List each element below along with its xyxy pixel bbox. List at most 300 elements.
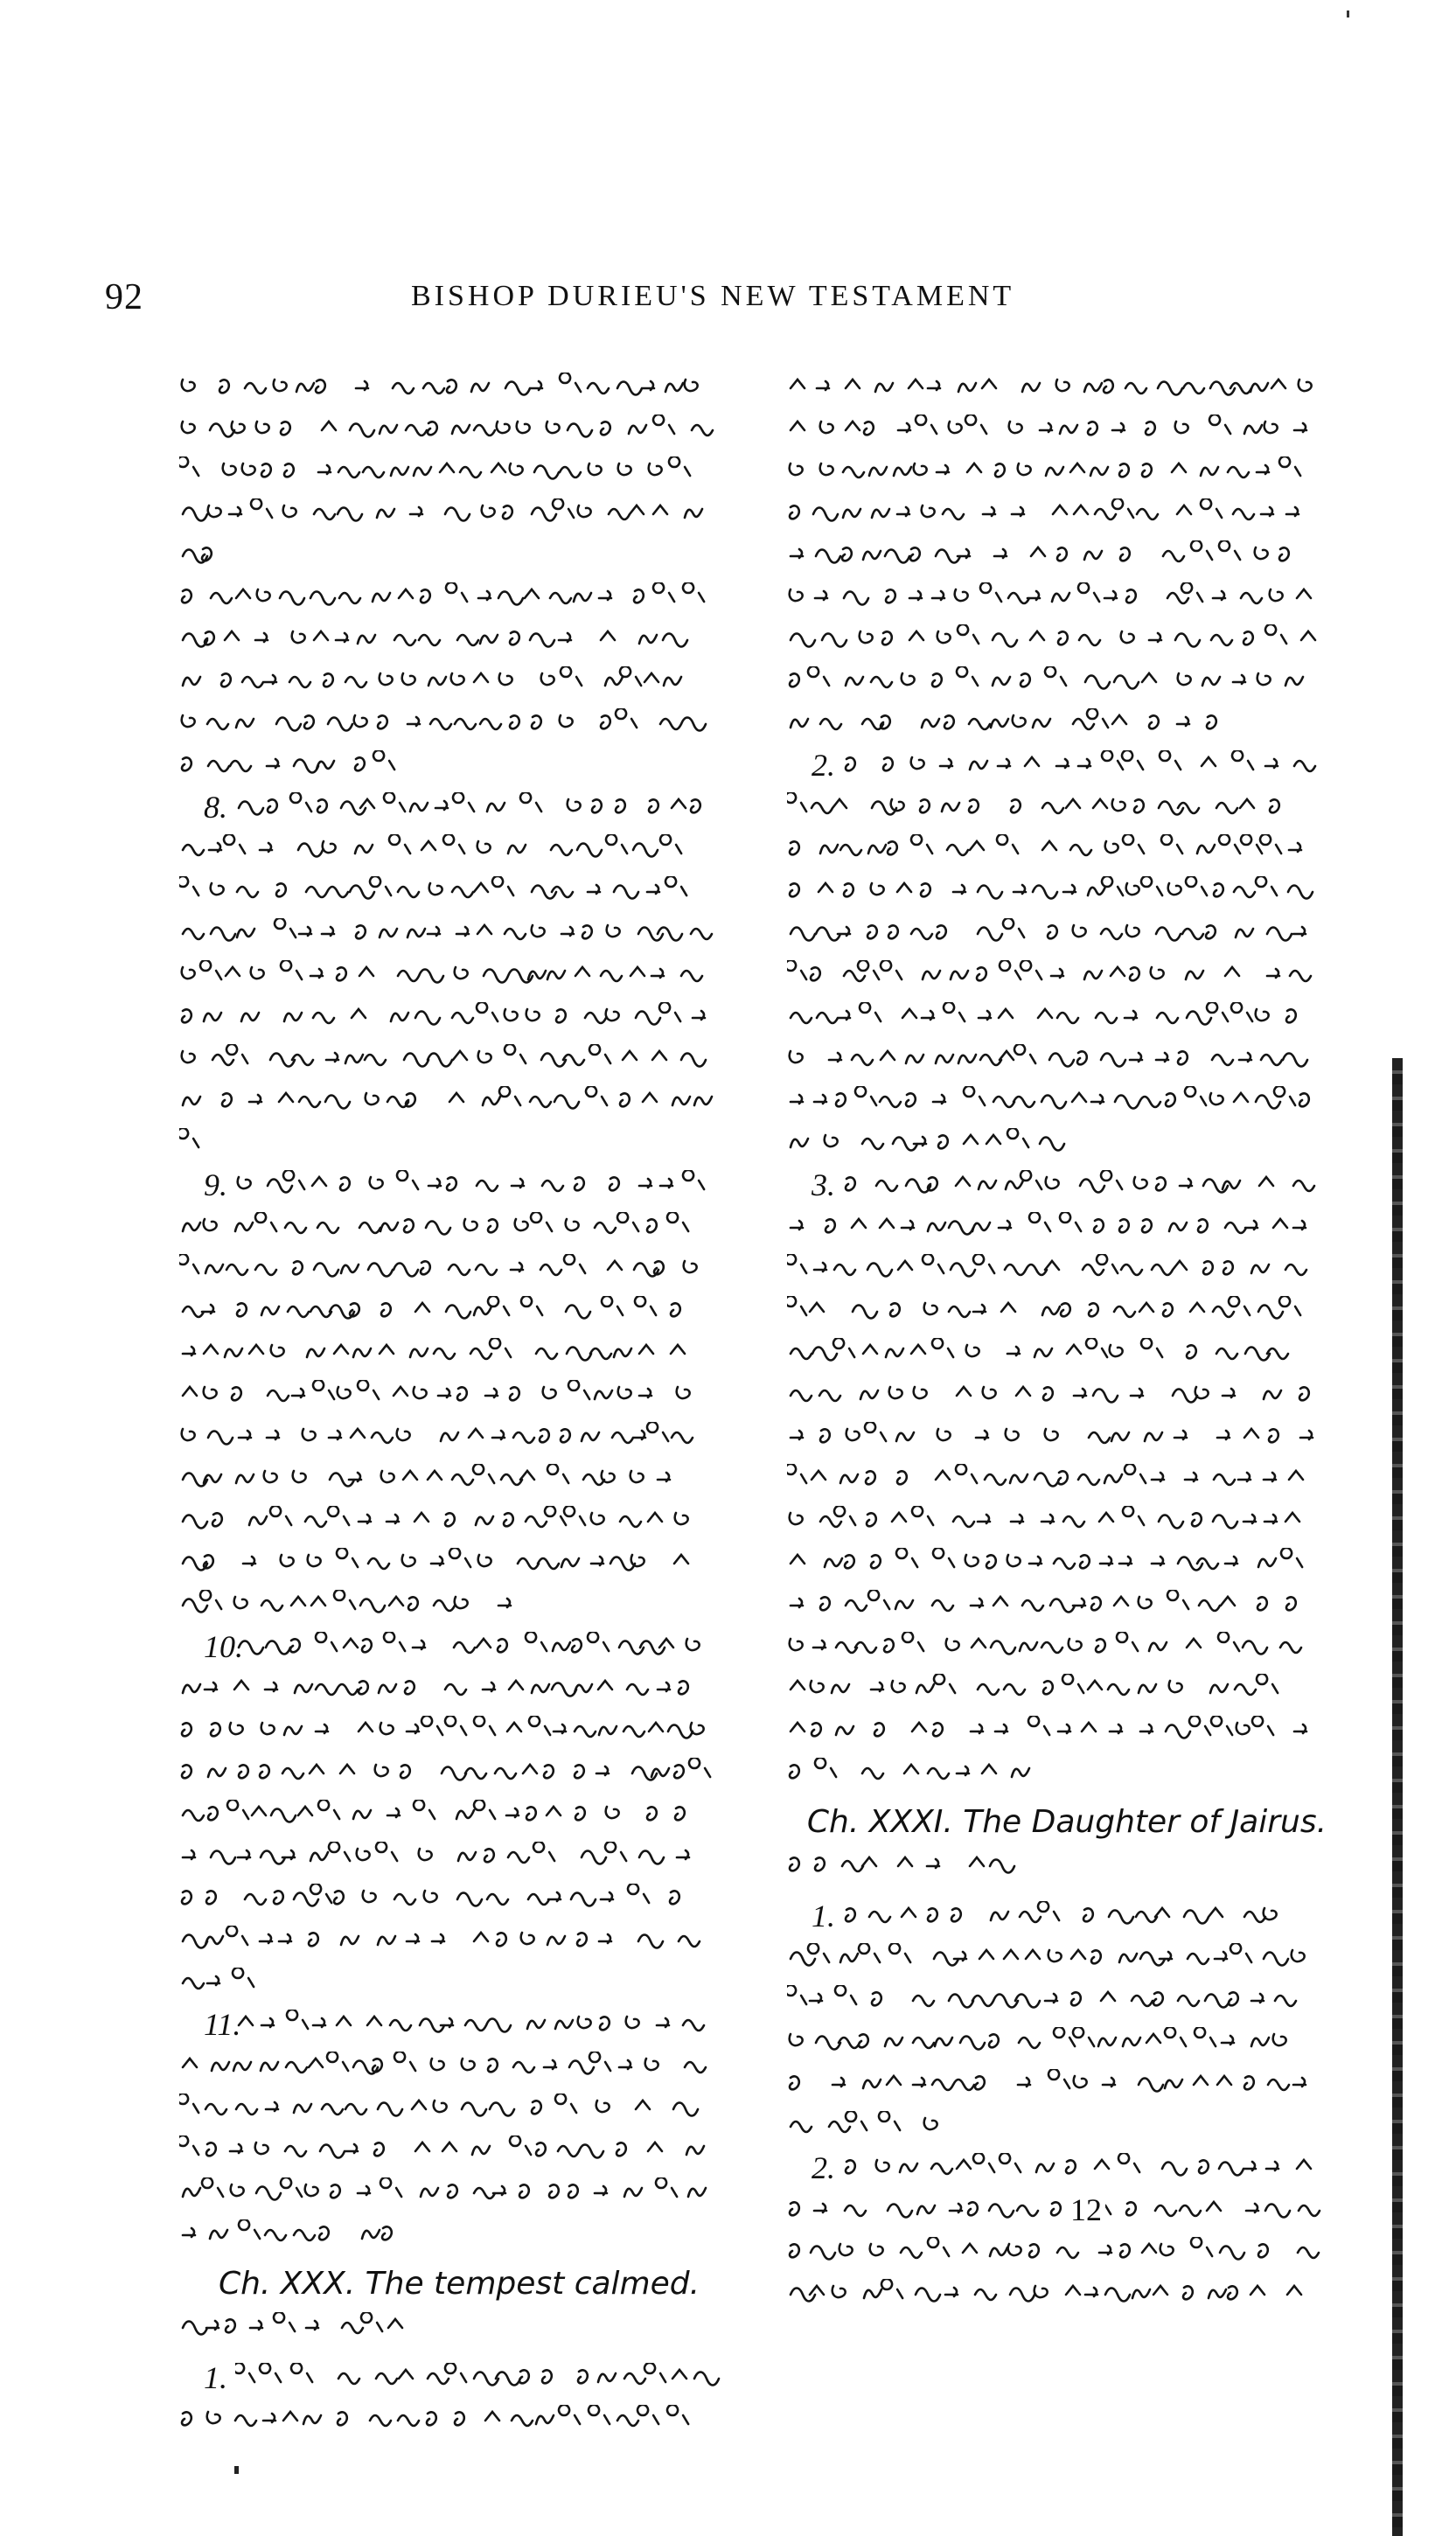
shorthand-stroke bbox=[791, 540, 1289, 562]
shorthand-line-icon bbox=[179, 1002, 721, 1037]
shorthand-paragraph bbox=[179, 1627, 739, 2004]
shorthand-line bbox=[179, 1836, 739, 1878]
shorthand-line-icon bbox=[787, 1002, 1329, 1037]
shorthand-line-icon bbox=[787, 2279, 1329, 2314]
shorthand-stroke bbox=[239, 2010, 704, 2031]
shorthand-line-icon bbox=[235, 2363, 721, 2398]
shorthand-stroke bbox=[791, 918, 1306, 940]
shorthand-line bbox=[179, 661, 739, 703]
shorthand-line bbox=[179, 1207, 739, 1249]
shorthand-line-icon bbox=[179, 2177, 721, 2212]
shorthand-stroke bbox=[182, 582, 704, 604]
shorthand-line bbox=[179, 409, 739, 451]
shorthand-line-icon bbox=[787, 876, 1329, 911]
shorthand-line bbox=[179, 1585, 739, 1627]
shorthand-line-icon bbox=[787, 1380, 1329, 1415]
shorthand-stroke bbox=[183, 1380, 690, 1401]
shorthand-line bbox=[787, 913, 1347, 955]
shorthand-stroke bbox=[179, 1254, 697, 1276]
shorthand-line-icon bbox=[787, 1590, 1329, 1625]
shorthand-line bbox=[787, 1375, 1347, 1417]
shorthand-line-icon bbox=[787, 1985, 1329, 2020]
shorthand-stroke bbox=[182, 415, 713, 436]
shorthand-line bbox=[179, 1878, 739, 1920]
shorthand-line-icon bbox=[787, 624, 1329, 659]
shorthand-stroke bbox=[787, 1464, 1303, 1486]
shorthand-line bbox=[179, 703, 739, 745]
shorthand-line bbox=[787, 829, 1347, 871]
verse-number: 2. bbox=[812, 748, 835, 783]
shorthand-line bbox=[179, 1417, 739, 1459]
shorthand-line bbox=[179, 1501, 739, 1543]
shorthand-stroke bbox=[183, 666, 681, 687]
inline-number: 12 bbox=[1067, 2191, 1105, 2228]
shorthand-line-icon bbox=[787, 2237, 1329, 2272]
shorthand-stroke bbox=[790, 834, 1301, 855]
shorthand-line-icon bbox=[787, 666, 1329, 701]
shorthand-line bbox=[179, 1962, 739, 2004]
shorthand-stroke bbox=[183, 1296, 680, 1318]
shorthand-line-icon bbox=[235, 792, 721, 827]
shorthand-line bbox=[179, 2046, 739, 2088]
shorthand-line bbox=[179, 2172, 739, 2214]
shorthand-line-icon bbox=[179, 1674, 721, 1709]
shorthand-line-icon bbox=[787, 1296, 1329, 1331]
shorthand-stroke bbox=[182, 1002, 705, 1024]
shorthand-line-icon bbox=[787, 1850, 1049, 1885]
shorthand-line bbox=[787, 1165, 1347, 1207]
shorthand-line-icon bbox=[843, 1170, 1329, 1205]
shorthand-line bbox=[787, 451, 1347, 493]
shorthand-line-icon bbox=[179, 1926, 721, 1961]
shorthand-stroke bbox=[183, 1548, 688, 1570]
shorthand-line-icon bbox=[787, 582, 1329, 617]
shorthand-stroke bbox=[790, 2027, 1286, 2049]
shorthand-line bbox=[179, 1333, 739, 1375]
shorthand-line-icon bbox=[179, 2312, 424, 2347]
shorthand-line bbox=[179, 1375, 739, 1417]
shorthand-line-icon bbox=[179, 456, 721, 491]
shorthand-line bbox=[787, 577, 1347, 619]
shorthand-line bbox=[787, 1081, 1347, 1123]
shorthand-line-icon bbox=[179, 2405, 721, 2440]
shorthand-paragraph bbox=[787, 1896, 1347, 2148]
shorthand-stroke bbox=[791, 1338, 1288, 1360]
right-column bbox=[787, 367, 1347, 2379]
shorthand-line-icon bbox=[235, 2010, 721, 2045]
shorthand-paragraph bbox=[787, 367, 1347, 745]
shorthand-stroke bbox=[790, 2237, 1319, 2259]
shorthand-line bbox=[179, 955, 739, 997]
shorthand-line-icon bbox=[179, 582, 721, 617]
shorthand-line bbox=[179, 745, 739, 787]
shorthand-stroke bbox=[183, 1800, 685, 1822]
shorthand-line-icon bbox=[179, 1254, 721, 1289]
shorthand-stroke bbox=[182, 1044, 706, 1066]
shorthand-line-icon bbox=[179, 1884, 721, 1919]
shorthand-stroke bbox=[183, 498, 702, 520]
shorthand-stroke bbox=[183, 2312, 402, 2334]
shorthand-line-icon bbox=[787, 1548, 1329, 1583]
shorthand-stroke bbox=[182, 1884, 679, 1905]
shorthand-line bbox=[179, 451, 739, 493]
verse-number: 1. bbox=[812, 1899, 835, 1933]
shorthand-stroke bbox=[239, 1632, 700, 1654]
shorthand-line-icon bbox=[787, 2111, 962, 2146]
shorthand-line bbox=[787, 1627, 1347, 1669]
shorthand-paragraph bbox=[179, 2004, 739, 2256]
shorthand-line bbox=[179, 1039, 739, 1081]
shorthand-stroke bbox=[182, 960, 702, 982]
shorthand-line bbox=[787, 787, 1347, 829]
shorthand-line-icon bbox=[179, 2094, 721, 2128]
shorthand-stroke bbox=[183, 631, 687, 647]
shorthand-line-icon bbox=[179, 498, 721, 533]
running-head: BISHOP DURIEU'S NEW TESTAMENT bbox=[411, 280, 1015, 312]
shorthand-line bbox=[787, 997, 1347, 1039]
shorthand-stroke bbox=[179, 2135, 704, 2157]
shorthand-line-icon bbox=[787, 1758, 1049, 1793]
shorthand-line-icon bbox=[179, 666, 721, 701]
shorthand-line-icon bbox=[787, 373, 1329, 408]
page-number: 92 bbox=[105, 277, 143, 317]
shorthand-line-icon bbox=[787, 1254, 1329, 1289]
shorthand-line bbox=[787, 1501, 1347, 1543]
shorthand-paragraph bbox=[179, 367, 739, 577]
shorthand-line bbox=[179, 535, 739, 577]
shorthand-line bbox=[787, 2064, 1347, 2106]
shorthand-line bbox=[787, 1752, 1347, 1794]
shorthand-line-icon bbox=[179, 960, 721, 995]
shorthand-line-icon bbox=[179, 750, 407, 785]
shorthand-stroke bbox=[791, 1086, 1309, 1108]
left-column bbox=[179, 367, 739, 2395]
shorthand-line-icon bbox=[787, 1338, 1329, 1373]
verse-number: 9. bbox=[204, 1167, 227, 1202]
verse-number: 8. bbox=[204, 790, 227, 825]
shorthand-line-icon bbox=[787, 415, 1329, 449]
shorthand-line-icon bbox=[787, 1086, 1329, 1121]
shorthand-line-icon bbox=[179, 834, 721, 869]
shorthand-line-icon bbox=[787, 1716, 1329, 1751]
shorthand-line-icon bbox=[179, 2052, 721, 2087]
shorthand-stroke bbox=[183, 1212, 688, 1234]
shorthand-paragraph bbox=[787, 745, 1347, 1165]
shorthand-stroke bbox=[790, 666, 1303, 688]
shorthand-stroke bbox=[787, 1985, 1296, 2007]
shorthand-stroke bbox=[791, 1716, 1306, 1738]
shorthand-paragraph bbox=[787, 1165, 1347, 1794]
shorthand-line bbox=[787, 955, 1347, 997]
shorthand-line bbox=[787, 1291, 1347, 1333]
shorthand-stroke bbox=[791, 1422, 1313, 1443]
shorthand-line-icon bbox=[179, 876, 721, 911]
verse-number: 2. bbox=[812, 2150, 835, 2185]
shorthand-line bbox=[787, 619, 1347, 661]
shorthand-stroke bbox=[790, 456, 1300, 477]
shorthand-stroke bbox=[790, 876, 1313, 898]
shorthand-line bbox=[787, 1417, 1347, 1459]
shorthand-line bbox=[179, 2088, 739, 2130]
shorthand-stroke bbox=[791, 1943, 1305, 1965]
shorthand-line bbox=[179, 1123, 739, 1165]
shorthand-line bbox=[179, 787, 739, 829]
shorthand-stroke bbox=[183, 1506, 688, 1528]
shorthand-line-icon bbox=[179, 1086, 721, 1121]
shorthand-line bbox=[179, 1291, 739, 1333]
shorthand-stroke bbox=[846, 750, 1315, 771]
shorthand-line bbox=[787, 1980, 1347, 2022]
shorthand-stroke bbox=[791, 1002, 1296, 1024]
shorthand-line-icon bbox=[787, 540, 1329, 575]
shorthand-line-icon bbox=[179, 1380, 721, 1415]
shorthand-line bbox=[787, 1710, 1347, 1752]
shorthand-line-icon bbox=[179, 1548, 721, 1583]
shorthand-line-icon bbox=[179, 1338, 721, 1373]
shorthand-line bbox=[179, 829, 739, 871]
shorthand-stroke bbox=[791, 380, 1312, 395]
shorthand-stroke bbox=[790, 1632, 1301, 1654]
shorthand-stroke bbox=[846, 1901, 1277, 1923]
shorthand-stroke bbox=[183, 1590, 511, 1612]
shorthand-line bbox=[179, 1627, 739, 1669]
shorthand-paragraph bbox=[179, 1165, 739, 1627]
shorthand-line-icon bbox=[787, 1128, 1076, 1163]
shorthand-line-icon bbox=[787, 708, 1242, 743]
shorthand-line bbox=[787, 367, 1347, 409]
shorthand-line bbox=[787, 2148, 1347, 2190]
shorthand-stroke bbox=[790, 498, 1299, 520]
shorthand-line-icon bbox=[235, 1632, 721, 1667]
shorthand-line bbox=[179, 367, 739, 409]
scan-edge-bar bbox=[1392, 1058, 1403, 2536]
shorthand-stroke bbox=[179, 2094, 698, 2115]
shorthand-stroke bbox=[846, 1170, 1314, 1192]
shorthand-line-icon bbox=[787, 2069, 1329, 2104]
shorthand-line bbox=[787, 1207, 1347, 1249]
shorthand-stroke bbox=[183, 1681, 688, 1696]
shorthand-line-icon bbox=[787, 918, 1329, 953]
shorthand-line-icon bbox=[179, 1968, 275, 2003]
shorthand-stroke bbox=[791, 1590, 1296, 1612]
shorthand-line bbox=[787, 1459, 1347, 1501]
shorthand-stroke bbox=[790, 1044, 1307, 1066]
shorthand-line bbox=[787, 2274, 1347, 2316]
shorthand-line-icon bbox=[179, 1128, 214, 1163]
verse-number: 3. bbox=[812, 1167, 835, 1202]
shorthand-stroke bbox=[238, 1170, 704, 1192]
shorthand-line bbox=[179, 493, 739, 535]
shorthand-stroke bbox=[791, 2111, 937, 2132]
shorthand-stroke bbox=[791, 415, 1306, 435]
shorthand-line-icon bbox=[179, 708, 721, 743]
shorthand-paragraph bbox=[787, 2148, 1347, 2316]
shorthand-line bbox=[179, 913, 739, 955]
shorthand-line bbox=[787, 703, 1347, 745]
shorthand-line-icon bbox=[179, 540, 258, 575]
shorthand-line bbox=[179, 2130, 739, 2172]
shorthand-line-icon bbox=[179, 918, 721, 953]
chapter-heading: Ch. XXXI. The Daughter of Jairus. bbox=[806, 1804, 1327, 1840]
shorthand-stroke bbox=[182, 1422, 693, 1444]
shorthand-paragraph bbox=[179, 2358, 739, 2442]
shorthand-stroke bbox=[183, 1842, 689, 1864]
shorthand-line-icon bbox=[179, 1800, 721, 1835]
scan-speck bbox=[234, 2466, 239, 2474]
shorthand-line bbox=[787, 1585, 1347, 1627]
shorthand-stroke bbox=[182, 2405, 688, 2426]
shorthand-line bbox=[179, 1669, 739, 1710]
chapter-subheading bbox=[179, 2312, 739, 2358]
shorthand-stroke bbox=[182, 1758, 710, 1780]
shorthand-paragraph bbox=[179, 787, 739, 1165]
shorthand-stroke bbox=[239, 792, 700, 814]
shorthand-line-icon bbox=[179, 1044, 721, 1079]
shorthand-stroke bbox=[182, 708, 706, 730]
shorthand-line bbox=[787, 1123, 1347, 1165]
shorthand-line bbox=[787, 1039, 1347, 1081]
shorthand-line bbox=[179, 577, 739, 619]
shorthand-line bbox=[179, 871, 739, 913]
shorthand-line-icon bbox=[179, 1716, 721, 1751]
shorthand-stroke bbox=[183, 1968, 254, 1989]
shorthand-line bbox=[787, 661, 1347, 703]
shorthand-line-icon bbox=[787, 1943, 1329, 1978]
shorthand-stroke bbox=[183, 1464, 670, 1486]
shorthand-line-icon bbox=[179, 1758, 721, 1793]
shorthand-line bbox=[787, 1249, 1347, 1291]
shorthand-stroke bbox=[183, 1926, 700, 1947]
shorthand-line-icon bbox=[843, 750, 1329, 785]
shorthand-stroke bbox=[790, 2069, 1306, 2091]
scan-mark bbox=[1347, 10, 1349, 17]
verse-number: 1. bbox=[204, 2360, 227, 2395]
shorthand-line-icon bbox=[179, 1422, 721, 1457]
shorthand-line-icon bbox=[235, 1170, 721, 1205]
shorthand-stroke bbox=[183, 2177, 706, 2199]
shorthand-line-icon bbox=[179, 1296, 721, 1331]
shorthand-stroke bbox=[182, 373, 698, 394]
shorthand-line bbox=[787, 1938, 1347, 1980]
chapter-subheading bbox=[787, 1850, 1347, 1896]
shorthand-line bbox=[787, 1543, 1347, 1585]
shorthand-stroke bbox=[846, 2153, 1311, 2175]
shorthand-stroke bbox=[791, 1128, 1064, 1150]
shorthand-line bbox=[787, 409, 1347, 451]
shorthand-stroke bbox=[787, 1296, 1300, 1318]
shorthand-line-icon bbox=[787, 1212, 1329, 1247]
shorthand-stroke bbox=[179, 456, 690, 478]
shorthand-line-icon bbox=[179, 1842, 721, 1877]
shorthand-line bbox=[179, 1710, 739, 1752]
shorthand-line-icon bbox=[179, 415, 721, 449]
shorthand-line-icon bbox=[179, 2219, 424, 2254]
shorthand-line-icon bbox=[787, 792, 1329, 827]
shorthand-stroke bbox=[790, 1857, 1014, 1873]
shorthand-stroke bbox=[179, 1128, 199, 1147]
shorthand-stroke bbox=[790, 1506, 1299, 1528]
shorthand-line-icon bbox=[787, 960, 1329, 995]
shorthand-line-icon bbox=[787, 456, 1329, 491]
shorthand-line-icon bbox=[787, 1422, 1329, 1457]
shorthand-line-icon bbox=[179, 624, 721, 659]
shorthand-line bbox=[179, 1794, 739, 1836]
shorthand-line-icon bbox=[787, 1044, 1329, 1079]
shorthand-line bbox=[787, 2106, 1347, 2148]
shorthand-stroke bbox=[183, 834, 681, 856]
shorthand-stroke bbox=[787, 792, 1279, 814]
shorthand-line-icon bbox=[179, 1590, 547, 1625]
shorthand-line-icon bbox=[179, 1506, 721, 1541]
shorthand-line bbox=[787, 1333, 1347, 1375]
shorthand-line bbox=[179, 2358, 739, 2400]
shorthand-line-icon bbox=[179, 373, 721, 408]
shorthand-stroke bbox=[791, 2279, 1301, 2301]
shorthand-line bbox=[787, 2022, 1347, 2064]
shorthand-line bbox=[787, 745, 1347, 787]
shorthand-line bbox=[787, 2232, 1347, 2274]
shorthand-line-icon bbox=[787, 1506, 1329, 1541]
shorthand-line bbox=[179, 619, 739, 661]
shorthand-stroke bbox=[791, 1212, 1306, 1234]
shorthand-paragraph bbox=[179, 577, 739, 787]
shorthand-line bbox=[787, 535, 1347, 577]
shorthand-stroke bbox=[235, 2363, 719, 2385]
shorthand-line bbox=[179, 997, 739, 1039]
shorthand-stroke bbox=[790, 2195, 1320, 2217]
shorthand-stroke bbox=[787, 960, 1311, 981]
shorthand-line-icon bbox=[179, 1464, 721, 1499]
shorthand-stroke bbox=[791, 1674, 1278, 1695]
shorthand-stroke bbox=[787, 1254, 1306, 1276]
chapter-heading: Ch. XXX. The tempest calmed. bbox=[218, 2266, 700, 2302]
shorthand-line bbox=[179, 1165, 739, 1207]
shorthand-line-icon bbox=[787, 2195, 1329, 2230]
shorthand-stroke bbox=[183, 2219, 392, 2240]
shorthand-line bbox=[179, 1459, 739, 1501]
shorthand-stroke bbox=[182, 1716, 704, 1738]
shorthand-line bbox=[179, 1249, 739, 1291]
shorthand-line-icon bbox=[787, 1464, 1329, 1499]
shorthand-line bbox=[179, 2004, 739, 2046]
shorthand-stroke bbox=[179, 876, 686, 898]
shorthand-stroke bbox=[791, 624, 1315, 646]
shorthand-stroke bbox=[183, 1086, 712, 1108]
shorthand-stroke bbox=[183, 547, 212, 562]
shorthand-stroke bbox=[790, 1758, 1029, 1779]
shorthand-line-icon bbox=[787, 834, 1329, 869]
shorthand-stroke bbox=[791, 708, 1216, 729]
shorthand-line bbox=[179, 2400, 739, 2442]
shorthand-line-icon bbox=[843, 1901, 1329, 1936]
shorthand-stroke bbox=[183, 918, 712, 940]
shorthand-line-icon bbox=[787, 498, 1329, 533]
shorthand-line bbox=[179, 2214, 739, 2256]
shorthand-line-icon bbox=[843, 2153, 1329, 2188]
shorthand-stroke bbox=[791, 1387, 1309, 1403]
shorthand-line bbox=[179, 1752, 739, 1794]
shorthand-stroke bbox=[791, 1548, 1302, 1570]
shorthand-line-icon bbox=[787, 1674, 1329, 1709]
page-header bbox=[96, 276, 1093, 320]
shorthand-line bbox=[787, 2190, 1347, 2232]
shorthand-line-icon bbox=[179, 1212, 721, 1247]
shorthand-line-icon bbox=[787, 2027, 1329, 2062]
verse-number: 11. bbox=[204, 2007, 241, 2042]
shorthand-stroke bbox=[183, 1338, 685, 1360]
shorthand-line bbox=[179, 1543, 739, 1585]
shorthand-stroke bbox=[183, 2052, 706, 2073]
